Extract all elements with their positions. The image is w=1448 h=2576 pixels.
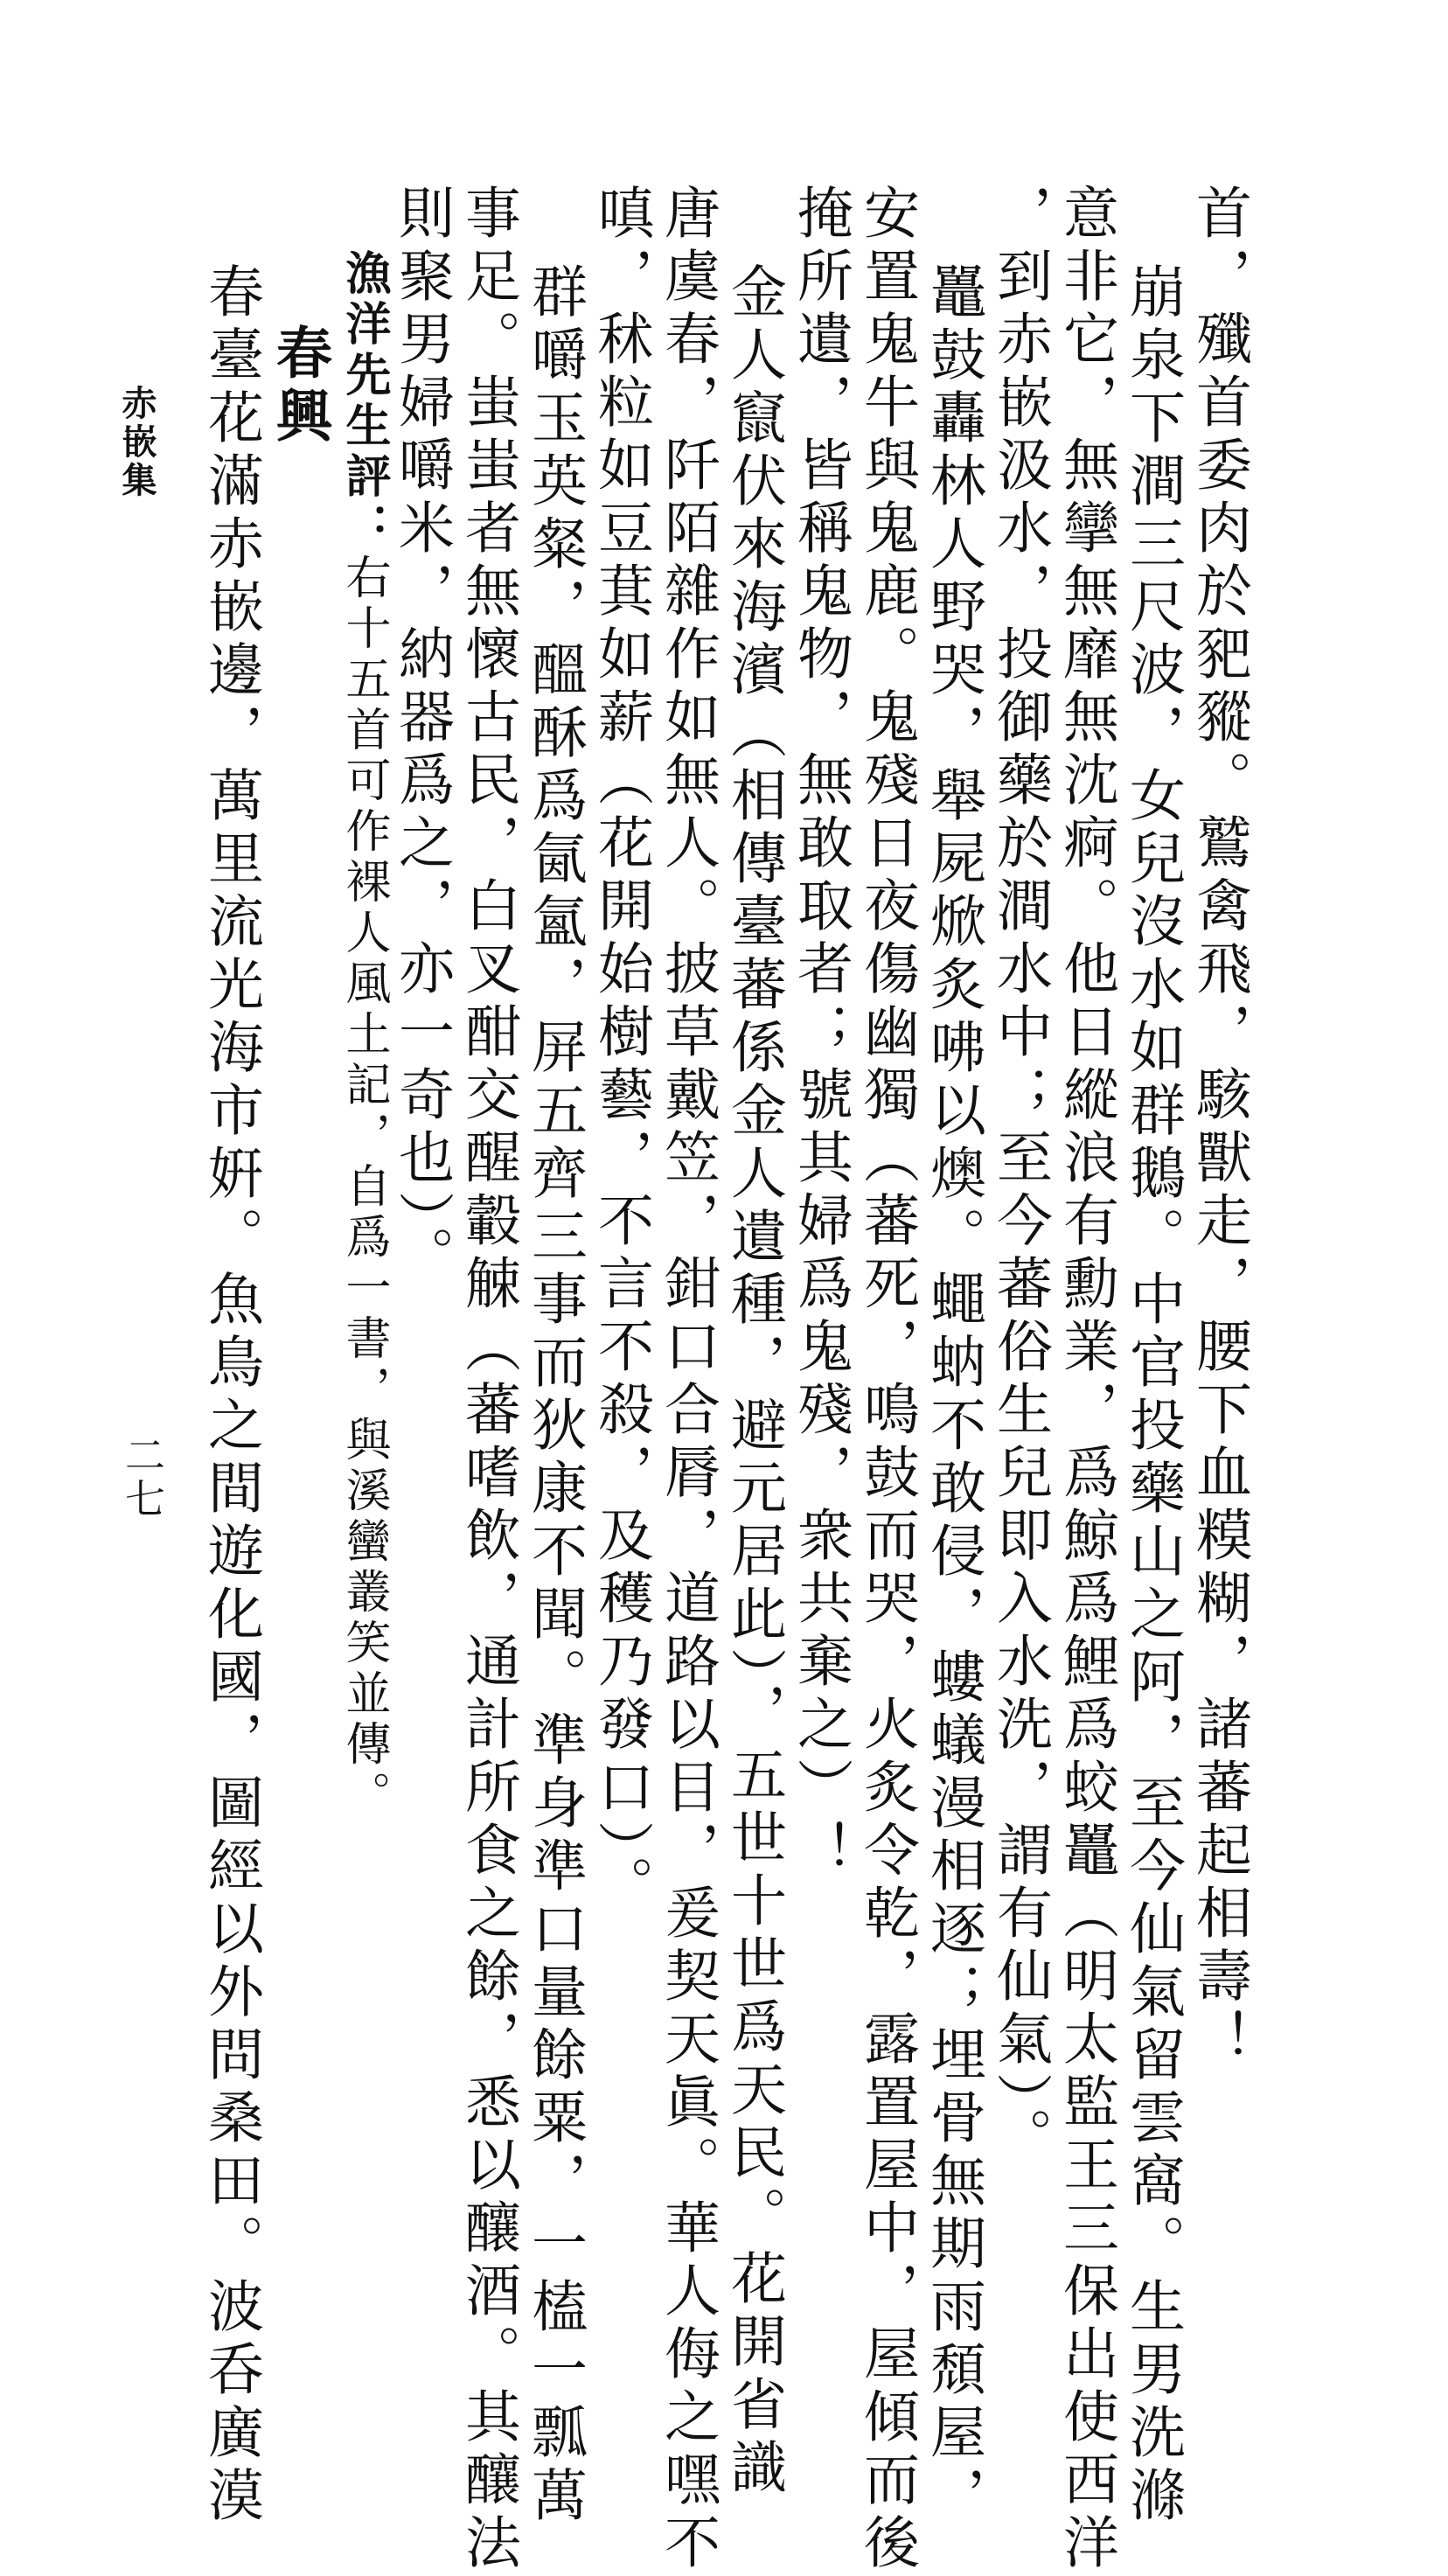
commentary-label: 漁洋先生評：	[338, 249, 391, 553]
section-title: 春興	[267, 324, 332, 449]
commentary	[338, 249, 391, 1821]
text-column-12: 事足。蚩蚩者無懷古民，白叉酣交醒轂觫（蕃嗜飲，通計所食之餘，悉以釀酒。其釀法	[456, 184, 520, 2576]
text-column-8: 金人竄伏來海濱（相傳臺蕃係金人遺種，避元居此），五世十世爲天民。花開省識	[721, 262, 786, 2501]
text-column-3: 意非它，無攣無靡無沈痾。他日縱浪有勳業，爲鯨爲鯉爲蛟鼉（明太監王三保出使西洋	[1054, 184, 1118, 2576]
running-header: 赤嵌集	[116, 385, 157, 500]
text-column-13: 則聚男婦嚼米，納器爲之，亦一奇也）。	[389, 184, 454, 1289]
commentary-text: 右十五首可作裸人風土記，自爲一書，與溪蠻叢笑並傳。	[338, 553, 390, 1821]
text-column-4: ，到赤嵌汲水，投御藥於澗水中；至今蕃俗生兒即入水洗，謂有仙氣）。	[987, 184, 1052, 2170]
text-column-5: 鼉鼓轟林人野哭，舉屍焮炙咈以燠。蠅蚋不敢侵，螻蟻漫相逐；埋骨無期雨頹屋，	[921, 262, 985, 2529]
text-column-9: 唐虞春，阡陌雜作如無人。披草戴笠，鉗口合脣，道路以目，爰契天眞。華人侮之嘿不	[655, 184, 720, 2576]
text-column-7: 掩所遺，皆稱鬼物，無敢取者；號其婦爲鬼殘，衆共棄之）！	[788, 184, 853, 1883]
text-column-11: 群嚼玉英粲，醞酥爲氤氳，屏五齊三事而狄康不聞。準身準口量餘粟，一榼一瓢萬	[522, 262, 587, 2529]
page-number: 二七	[119, 1434, 166, 1521]
text-column-1: 首，殲首委肉於豝豵。鷲禽飛，駭獸走，腰下血糢糊，諸蕃起相壽！	[1187, 184, 1251, 2072]
text-column-10: 嗔，秫粒如豆萁如薪（花開始樹藝，不言不殺，及穫乃發口）。	[588, 184, 653, 1918]
text-column-2: 崩泉下澗三尺波，女兒沒水如群鵝。中官投藥山之阿，至今仙氣留雲窩。生男洗滌	[1120, 262, 1185, 2529]
text-column-6: 安置鬼牛與鬼鹿。鬼殘日夜傷幽獨（蕃死，鳴鼓而哭，火炙令乾，露置屋中，屋傾而後	[854, 184, 919, 2576]
section-first-line: 春臺花滿赤嵌邊，萬里流光海市姸。魚鳥之間遊化國，圖經以外問桑田。波呑廣漠	[198, 262, 263, 2529]
